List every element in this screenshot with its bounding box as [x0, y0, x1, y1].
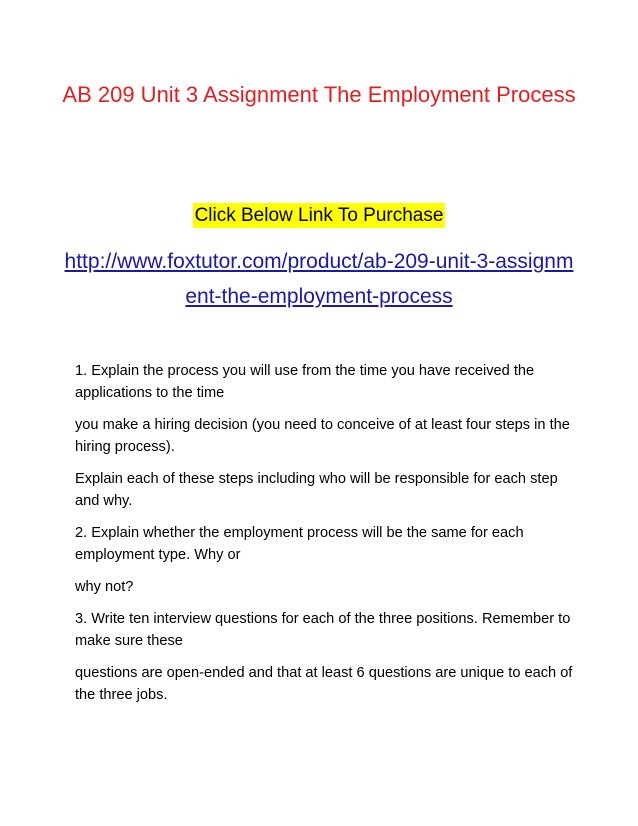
product-link[interactable]: http://www.foxtutor.com/product/ab-209-unit-3-assignment-the-employment-process [64, 250, 574, 308]
purchase-callout [0, 203, 638, 228]
paragraph-2: you make a hiring decision (you need to conceive of at least four steps in the hiring process). [75, 417, 570, 455]
paragraph-1: 1. Explain the process you will use from the time you have received the applications to the time [75, 363, 535, 401]
purchase-label: Click Below Link To Purchase [194, 205, 444, 226]
paragraph-5: why not? [75, 579, 134, 595]
paragraph-7: questions are open-ended and that at least 6 questions are unique to each of the three jobs. [75, 665, 573, 703]
assignment-instructions [75, 360, 575, 716]
paragraph-6: 3. Write ten interview questions for each of the three positions. Remember to make sure these [75, 611, 571, 649]
paragraph-3: Explain each of these steps including who will be responsible for each step and why. [75, 471, 558, 509]
page-title: AB 209 Unit 3 Assignment The Employment Process [62, 82, 576, 107]
paragraph-4: 2. Explain whether the employment process will be the same for each employment type. Why or [75, 525, 524, 563]
